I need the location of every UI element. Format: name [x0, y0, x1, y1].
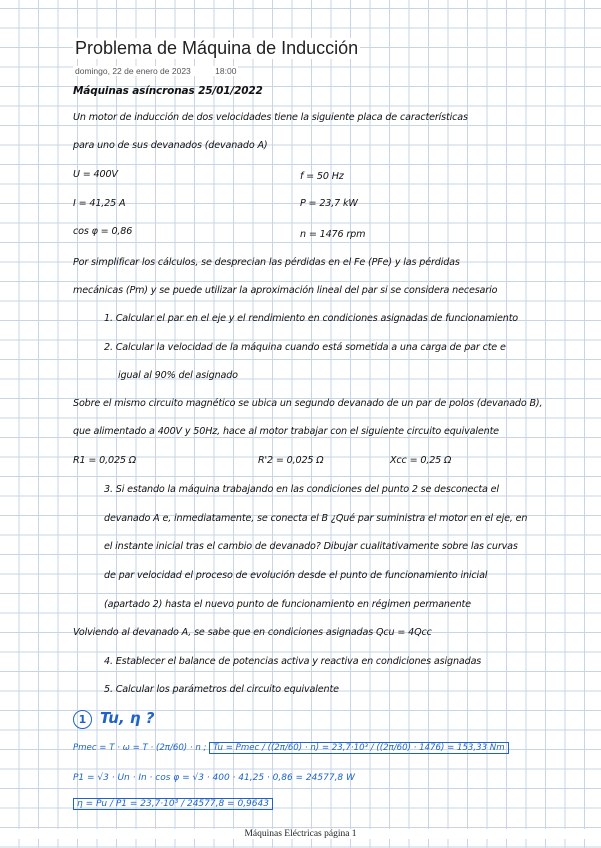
- step-title: Tu, η ?: [100, 709, 155, 727]
- notes-heading: Máquinas asíncronas 25/01/2022: [73, 85, 263, 97]
- equation-torque-result: Tu = Pmec / ((2π/60) · n) = 23,7·10³ / ((2π/60) · 1476) = 153,33 Nm: [209, 742, 508, 754]
- intro-line-1: Un motor de inducción de dos velocidades tiene la siguiente placa de características: [73, 112, 468, 123]
- param-xcc: Xcc = 0,25 Ω: [390, 455, 452, 466]
- spec-frequency: f = 50 Hz: [300, 171, 344, 182]
- item-2-line-2: igual al 90% del asignado: [118, 370, 238, 381]
- param-r1: R1 = 0,025 Ω: [73, 455, 136, 466]
- equation-pmec: Pmec = T · ω = T · (2π/60) · n ;: [73, 743, 207, 753]
- equation-torque: [73, 742, 509, 754]
- page-footer: Máquinas Eléctricas página 1: [0, 829, 601, 839]
- spec-power: P = 23,7 kW: [300, 198, 358, 209]
- solution-heading: [73, 710, 155, 729]
- item-3-line-3: el instante inicial tras el cambio de devanado? Dibujar cualitativamente sobre las curvas: [104, 541, 518, 552]
- para2-line-1: Sobre el mismo circuito magnético se ubica un segundo devanado de un par de polos (devanado B),: [73, 398, 543, 409]
- item-5: 5. Calcular los parámetros del circuito equivalente: [104, 684, 339, 695]
- note-time: 18:00: [215, 66, 237, 76]
- para2-line-2: que alimentado a 400V y 50Hz, hace al motor trabajar con el siguiente circuito equivalente: [73, 426, 499, 437]
- intro-line-2: para uno de sus devanados (devanado A): [73, 140, 268, 151]
- note-meta: [73, 66, 238, 76]
- spec-cosphi: cos φ = 0,86: [73, 226, 133, 237]
- note-date: domingo, 22 de enero de 2023: [75, 66, 191, 76]
- param-r2: R'2 = 0,025 Ω: [258, 455, 324, 466]
- spec-speed: n = 1476 rpm: [300, 229, 366, 240]
- equation-efficiency: [73, 798, 273, 810]
- para1-line-2: mecánicas (Pm) y se puede utilizar la aproximación lineal del par si se considera necesario: [73, 285, 498, 296]
- para3: Volviendo al devanado A, se sabe que en condiciones asignadas Qcu = 4Qcc: [73, 627, 432, 638]
- item-4: 4. Establecer el balance de potencias activa y reactiva en condiciones asignadas: [104, 656, 482, 667]
- step-number: 1: [73, 710, 92, 729]
- item-1: 1. Calcular el par en el eje y el rendimiento en condiciones asignadas de funcionamiento: [104, 313, 519, 324]
- equation-p1: P1 = √3 · Un · In · cos φ = √3 · 400 · 41,25 · 0,86 = 24577,8 W: [73, 773, 355, 783]
- item-3-line-5: (apartado 2) hasta el nuevo punto de funcionamiento en régimen permanente: [104, 599, 471, 610]
- para1-line-1: Por simplificar los cálculos, se desprecian las pérdidas en el Fe (PFe) y las pérdidas: [73, 257, 460, 268]
- item-3-line-2: devanado A e, inmediatamente, se conecta el B ¿Qué par suministra el motor en el eje, en: [104, 513, 528, 524]
- item-3-line-4: de par velocidad el proceso de evolución desde el punto de funcionamiento inicial: [104, 570, 488, 581]
- equation-efficiency-result: η = Pu / P1 = 23,7·10³ / 24577,8 = 0,9643: [73, 798, 273, 810]
- spec-current: I = 41,25 A: [73, 198, 126, 209]
- item-3-line-1: 3. Si estando la máquina trabajando en las condiciones del punto 2 se desconecta el: [104, 484, 499, 495]
- page-title: Problema de Máquina de Inducción: [75, 38, 359, 58]
- spec-voltage: U = 400V: [73, 169, 118, 180]
- item-2-line-1: 2. Calcular la velocidad de la máquina cuando está sometida a una carga de par cte e: [104, 342, 506, 353]
